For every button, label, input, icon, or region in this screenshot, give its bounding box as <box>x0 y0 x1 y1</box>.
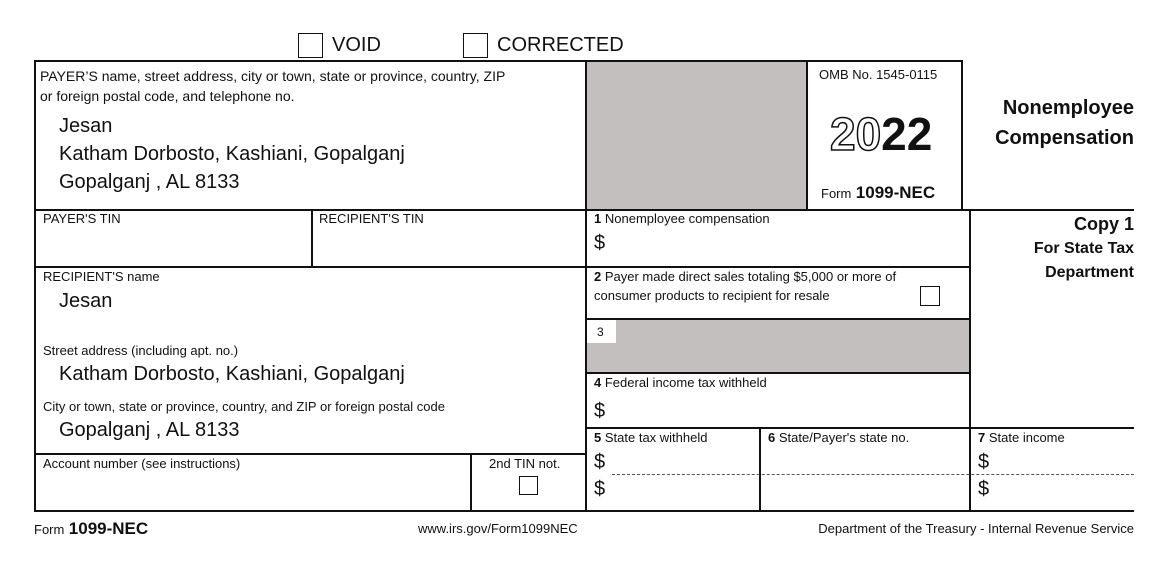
box6-number: 6 <box>768 430 776 445</box>
void-label: VOID <box>332 34 381 56</box>
footer-department: Department of the Treasury - Internal Revenue Service <box>818 521 1134 536</box>
row-line-453 <box>34 453 586 455</box>
footer-form-prefix: Form <box>34 522 65 537</box>
box5-dollar-2: $ <box>594 478 606 500</box>
footer-form-name: 1099-NEC <box>68 519 149 538</box>
box6-text: State/Payer's state no. <box>778 430 910 445</box>
main-divider <box>585 60 587 512</box>
omb-right-border <box>961 60 963 210</box>
box1-label <box>594 211 770 227</box>
omb-form-prefix: Form <box>821 186 852 201</box>
payer-tin-label: PAYER'S TIN <box>43 211 121 226</box>
row-line-373 <box>586 372 970 374</box>
box7-label <box>978 430 1065 446</box>
recipient-street: Katham Dorbosto, Kashiani, Gopalganj <box>59 363 405 385</box>
footer-form-id <box>34 519 148 539</box>
tin-divider <box>311 209 313 267</box>
copy-column-border <box>969 209 971 511</box>
omb-form-id <box>821 183 935 203</box>
second-tin-label: 2nd TIN not. <box>489 456 561 471</box>
shaded-header-area <box>586 61 807 209</box>
row-line-267 <box>34 266 970 268</box>
row-line-427 <box>586 427 1134 429</box>
form-left-border <box>34 60 36 512</box>
second-tin-divider <box>470 453 472 511</box>
omb-left-border <box>806 60 808 210</box>
payer-label-line1: PAYER’S name, street address, city or town, state or province, country, ZIP <box>40 68 506 84</box>
recipient-name: Jesan <box>59 290 113 312</box>
payer-label-line2: or foreign postal code, and telephone no. <box>40 88 295 104</box>
box5-text: State tax withheld <box>604 430 708 445</box>
payer-address: Katham Dorbosto, Kashiani, Gopalganj <box>59 143 405 165</box>
box2-label-line2: consumer products to recipient for resale <box>594 288 830 303</box>
box1-text: Nonemployee compensation <box>604 211 770 226</box>
state-dashed-line <box>612 474 1134 475</box>
box1-dollar: $ <box>594 232 606 254</box>
payer-name: Jesan <box>59 115 113 137</box>
row-line-319 <box>586 318 970 320</box>
form-title-line1: Nonemployee <box>1002 97 1134 119</box>
box7-dollar-1: $ <box>978 451 990 473</box>
corrected-label: CORRECTED <box>497 34 624 56</box>
box4-number: 4 <box>594 375 602 390</box>
copy-number: Copy 1 <box>1073 214 1134 234</box>
tax-year-bold: 22 <box>881 108 933 160</box>
second-tin-checkbox[interactable] <box>519 476 538 495</box>
box7-dollar-2: $ <box>978 478 990 500</box>
omb-form-name: 1099-NEC <box>855 183 936 202</box>
box3-number: 3 <box>597 325 604 339</box>
box5-label <box>594 430 707 446</box>
box4-text: Federal income tax withheld <box>604 375 767 390</box>
footer-url[interactable]: www.irs.gov/Form1099NEC <box>418 521 578 536</box>
copy-recipient-line2: Department <box>1045 264 1134 281</box>
box4-dollar: $ <box>594 400 606 422</box>
box2-number: 2 <box>594 269 602 284</box>
box5-box6-divider <box>759 427 761 511</box>
omb-number: OMB No. 1545-0115 <box>819 67 938 82</box>
box2-checkbox[interactable] <box>920 286 940 306</box>
form-title-line2: Compensation <box>995 127 1134 149</box>
box7-number: 7 <box>978 430 986 445</box>
box2-label-line1 <box>594 269 896 285</box>
tax-year-outline: 20 <box>830 108 882 160</box>
box1-number: 1 <box>594 211 602 226</box>
void-checkbox[interactable] <box>298 33 323 58</box>
account-number-label: Account number (see instructions) <box>43 456 241 471</box>
copy-recipient-line1: For State Tax <box>1033 240 1134 257</box>
recipient-city-label: City or town, state or province, country, and ZIP or foreign postal code <box>43 399 445 414</box>
recipient-name-label: RECIPIENT'S name <box>43 269 160 284</box>
box5-dollar-1: $ <box>594 451 606 473</box>
box5-number: 5 <box>594 430 602 445</box>
box2-text-line1: Payer made direct sales totaling $5,000 or more of <box>604 269 897 284</box>
box7-text: State income <box>988 430 1065 445</box>
recipient-city: Gopalganj , AL 8133 <box>59 419 240 441</box>
box4-label <box>594 375 767 391</box>
tax-year <box>830 110 932 158</box>
recipient-tin-label: RECIPIENT'S TIN <box>319 211 424 226</box>
payer-city-line: Gopalganj , AL 8133 <box>59 171 240 193</box>
box6-label <box>768 430 909 446</box>
form-top-border <box>34 60 962 62</box>
corrected-checkbox[interactable] <box>463 33 488 58</box>
recipient-street-label: Street address (including apt. no.) <box>43 343 239 358</box>
box3-shaded-area <box>586 319 970 373</box>
